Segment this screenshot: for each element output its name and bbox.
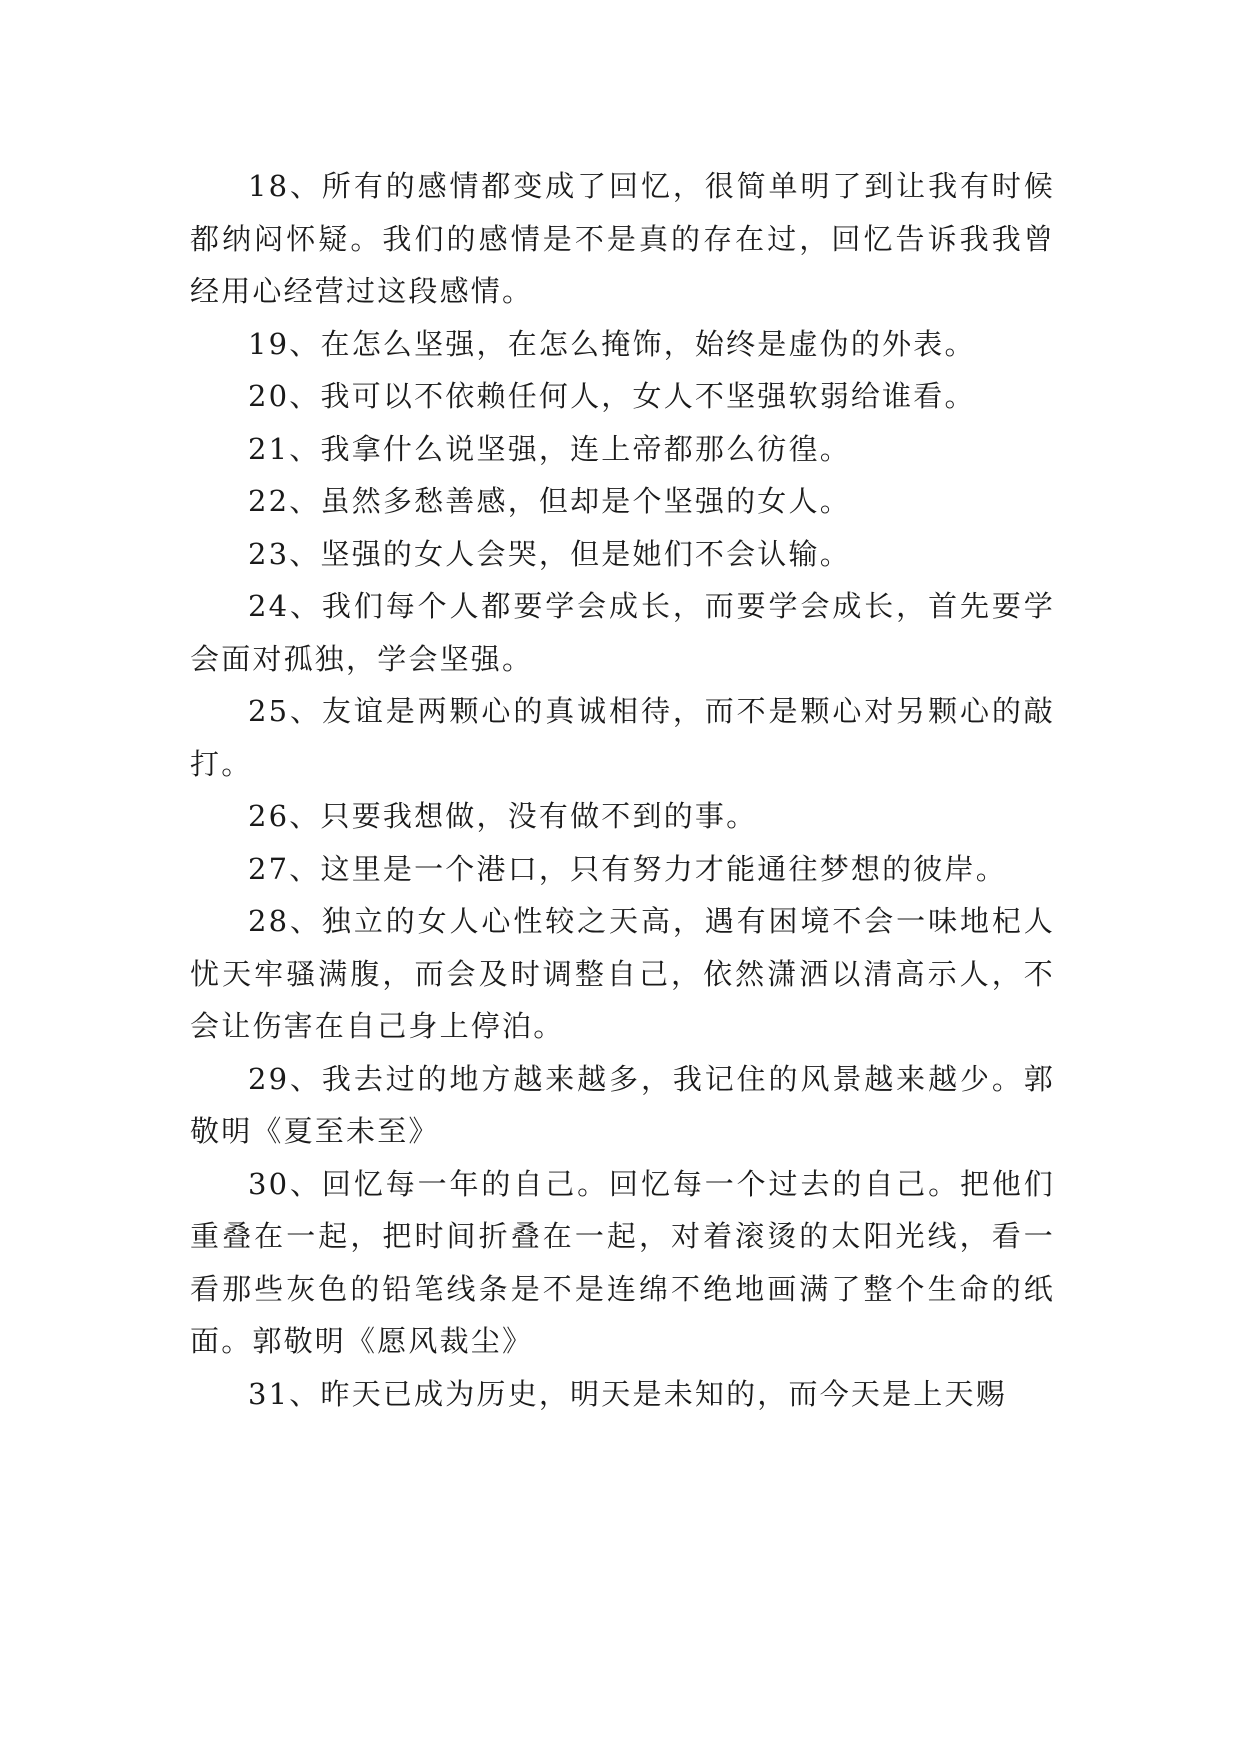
paragraph-27: 27、这里是一个港口，只有努力才能通往梦想的彼岸。 xyxy=(248,851,1007,886)
paragraph-30: 30、回忆每一年的自己。回忆每一个过去的自己。把他们重叠在一起，把时间折叠在一起，对着滚烫的太阳光线，看一看那些灰色的铅笔线条是不是连绵不绝地画满了整个生命的纸面。郭敬明《愿风裁尘》 xyxy=(190,1166,1055,1358)
paragraph-29: 29、我去过的地方越来越多，我记住的风景越来越少。郭敬明《夏至未至》 xyxy=(190,1061,1055,1148)
paragraph-22: 22、虽然多愁善感，但却是个坚强的女人。 xyxy=(248,484,851,518)
paragraph-19: 19、在怎么坚强，在怎么掩饰，始终是虚伪的外表。 xyxy=(248,326,976,361)
paragraph-24: 24、我们每个人都要学会成长，而要学会成长，首先要学会面对孤独，学会坚强。 xyxy=(190,589,1055,676)
paragraph-26: 26、只要我想做，没有做不到的事。 xyxy=(248,799,758,833)
paragraph-21: 21、我拿什么说坚强，连上帝都那么彷徨。 xyxy=(248,431,851,466)
paragraph-18: 18、所有的感情都变成了回忆，很简单明了到让我有时候都纳闷怀疑。我们的感情是不是真的存在过，回忆告诉我我曾经用心经营过这段感情。 xyxy=(190,169,1055,308)
paragraph-31: 31、昨天已成为历史，明天是未知的，而今天是上天赐 xyxy=(248,1376,1007,1411)
paragraph-23: 23、坚强的女人会哭，但是她们不会认输。 xyxy=(248,536,851,571)
paragraph-20: 20、我可以不依赖任何人，女人不坚强软弱给谁看。 xyxy=(248,379,976,413)
paragraph-28: 28、独立的女人心性较之天高，遇有困境不会一味地杞人忧天牢骚满腹，而会及时调整自己，依然潇洒以清高示人，不会让伤害在自己身上停泊。 xyxy=(190,904,1055,1043)
document-body xyxy=(190,160,1055,1420)
paragraph-25: 25、友谊是两颗心的真诚相待，而不是颗心对另颗心的敲打。 xyxy=(190,694,1055,781)
